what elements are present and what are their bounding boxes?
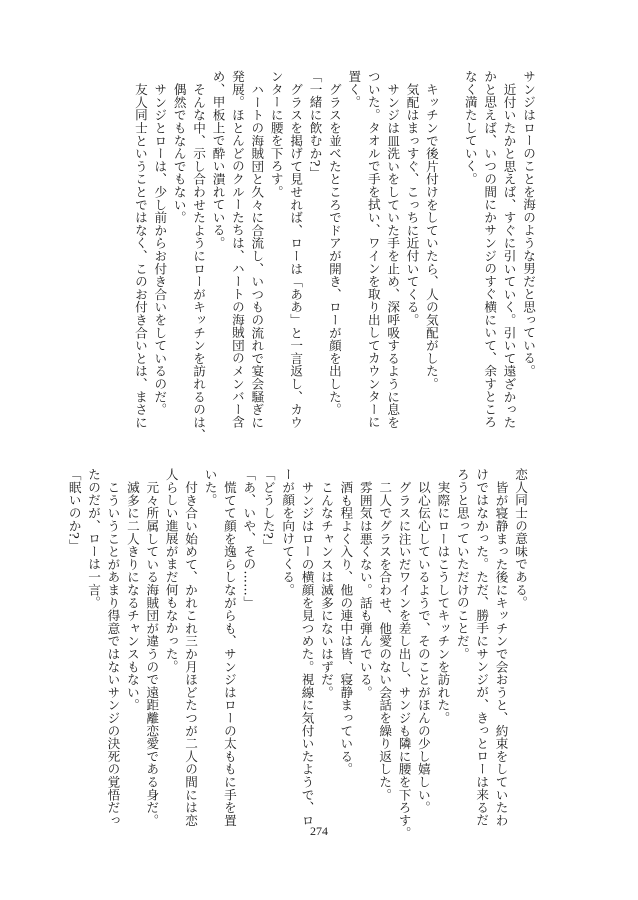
text-line: こういうことがあまり得意ではないサンジの決死の覚悟だっ xyxy=(105,480,121,827)
text-line: サンジはローのことを海のような男だと思っている。 xyxy=(521,70,536,378)
text-line: 雰囲気は悪くない。話も弾んでいる。 xyxy=(357,480,373,699)
text-line: サンジとローは、少し前からお付き合いをしているのだ。 xyxy=(152,82,168,416)
text-line: 「あ、いや、その……」 xyxy=(241,468,257,609)
text-line: サンジはローの横顔を見つめた。視線に気付いたようで、ロ xyxy=(299,480,315,827)
text-line: 二人でグラスを合わせ、他愛のない会話を繰り返した。 xyxy=(377,480,393,801)
text-line: サンジは皿洗いをしていた手を止め、深呼吸するように息を xyxy=(385,82,401,429)
text-line: 以心伝心しているようで、そのことがほんの少し嬉しい。 xyxy=(415,480,431,814)
text-line: ンターに腰を下ろす。 xyxy=(268,70,284,198)
text-line: 友人同士ということではなく、このお付き合いとは、まさに xyxy=(132,82,148,429)
text-line: グラスを並べたところでドアが開き、ローが顔を出した。 xyxy=(326,82,342,416)
text-line: けではなかった。ただ、勝手にサンジが、きっとローは来るだ xyxy=(474,468,490,827)
text-line: 人らしい進展がまだ何もなかった。 xyxy=(163,468,179,673)
text-line: 置く。 xyxy=(346,70,362,109)
text-line: 恋人同士の意味である。 xyxy=(513,468,528,609)
text-line: キッチンで後片付けをしていたら、人の気配がした。 xyxy=(423,82,439,390)
text-line: グラスに注いだワインを差し出し、サンジも隣に腰を下ろす。 xyxy=(396,480,412,839)
text-line: 「眠いのか?」 xyxy=(66,468,82,552)
text-line xyxy=(441,70,460,424)
text-line: たのだが、ローは一言。 xyxy=(86,468,102,609)
text-line: 皆が寝静まった後にキッチンで会おうと、約束をしていたわ xyxy=(493,480,509,827)
text-line: 気配はまっすぐ、こっちに近付いてくる。 xyxy=(404,82,420,326)
text-line: ついた。タオルで手を拭い、ワインを取り出してカウンターに xyxy=(365,70,381,429)
text-line: 偶然でもなんでもない。 xyxy=(171,82,187,224)
text-line: 酒も程よく入り、他の連中は皆、寝静まっている。 xyxy=(338,480,354,775)
text-line: 滅多に二人きりになるチャンスもない。 xyxy=(124,480,140,711)
text-line: 慌てて顔を逸らしながらも、サンジはローの太ももに手を置 xyxy=(221,480,237,827)
text-line: 付き合い始めて、かれこれ三か月ほどたつが二人の間には恋 xyxy=(183,480,199,827)
text-line: 発展。ほとんどのクルーたちは、ハートの海賊団のメンバー含 xyxy=(229,70,245,429)
text-line: かと思えば、いつの間にかサンジのすぐ横にいて、余すところ xyxy=(482,70,498,429)
text-line: グラスを掲げて見せれば、ローは「ああ」と一言返し、カウ xyxy=(288,82,304,429)
text-line: いた。 xyxy=(202,468,218,507)
text-line: ハートの海賊団と久々に合流し、いつもの流れで宴会騒ぎに xyxy=(249,82,265,429)
text-line: ーが顔を向けてくる。 xyxy=(280,468,296,596)
text-line: なく満たしていく。 xyxy=(462,70,478,186)
text-line: ろうと思っていただけのことだ。 xyxy=(454,468,470,660)
text-line: 「どうした?」 xyxy=(260,468,276,552)
text-line: 実際にローはこうしてキッチンを訪れた。 xyxy=(435,480,451,724)
text-line: 元々所属している海賊団が違うので遠距離恋愛である身だ。 xyxy=(144,480,160,827)
text-line: そんな中、示し合わせたようにローがキッチンを訪れるのは、 xyxy=(191,82,207,441)
text-line: 「一緒に飲むか?」 xyxy=(307,70,323,180)
text-line: こんなチャンスは滅多にないはずだ。 xyxy=(318,480,334,699)
page-number: 274 xyxy=(310,824,328,838)
text-line: め、甲板上で酔い潰れている。 xyxy=(210,70,226,250)
text-line: 近付いたかと思えば、すぐに引いていく。引いて遠ざかった xyxy=(501,82,517,429)
upper-text-block xyxy=(108,70,538,441)
